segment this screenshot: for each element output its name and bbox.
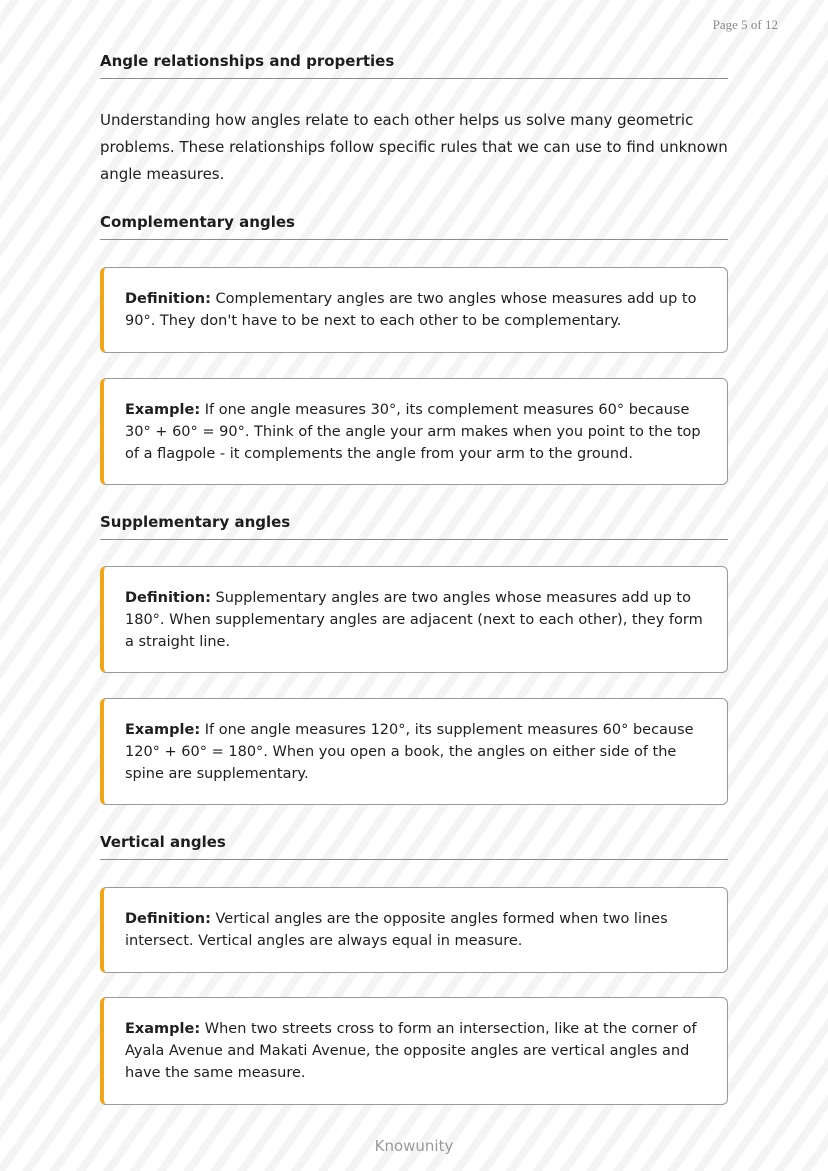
definition-card-vertical xyxy=(100,887,728,973)
definition-body: Supplementary angles are two angles whose measures add up to 180°. When supplementary angles are adjacent (next to each other), they form a straight line. xyxy=(125,589,703,650)
example-body: When two streets cross to form an intersection, like at the corner of Ayala Avenue and Makati Avenue, the opposite angles are vertical angles and have the same measure. xyxy=(125,1021,697,1081)
page-title: Angle relationships and properties xyxy=(100,52,728,79)
definition-card-complementary xyxy=(100,267,728,353)
example-text xyxy=(125,399,705,465)
example-text xyxy=(125,1018,705,1084)
section-heading-complementary: Complementary angles xyxy=(100,213,728,240)
definition-text xyxy=(125,288,705,332)
definition-text xyxy=(125,908,705,952)
example-card-complementary xyxy=(100,378,728,485)
example-body: If one angle measures 30°, its complement measures 60° because 30° + 60° = 90°. Think of the angle your arm makes when you point to the top of a flagpole - it complements the angle from your arm to the ground. xyxy=(125,401,701,462)
definition-body: Complementary angles are two angles whose measures add up to 90°. They don't have to be next to each other to be complementary. xyxy=(125,291,697,329)
definition-label: Definition: xyxy=(125,911,211,927)
definition-card-supplementary xyxy=(100,566,728,673)
example-label: Example: xyxy=(125,721,201,738)
definition-label: Definition: xyxy=(125,291,211,307)
example-label: Example: xyxy=(125,1021,201,1037)
example-label: Example: xyxy=(125,401,201,418)
example-card-vertical xyxy=(100,997,728,1105)
example-card-supplementary xyxy=(100,698,728,805)
definition-text xyxy=(125,587,705,653)
definition-body: Vertical angles are the opposite angles formed when two lines intersect. Vertical angles are always equal in measure. xyxy=(125,911,668,949)
footer-brand: Knowunity xyxy=(374,1137,454,1155)
section-heading-vertical: Vertical angles xyxy=(100,833,728,860)
section-heading-supplementary: Supplementary angles xyxy=(100,513,728,540)
example-text xyxy=(125,719,705,785)
definition-label: Definition: xyxy=(125,589,211,606)
page-number: Page 5 of 12 xyxy=(712,17,778,32)
intro-paragraph: Understanding how angles relate to each other helps us solve many geometric problems. These relationships follow specific rules that we can use to find unknown angle measures. xyxy=(100,111,728,183)
example-body: If one angle measures 120°, its supplement measures 60° because 120° + 60° = 180°. When you open a book, the angles on either side of the spine are supplementary. xyxy=(125,721,694,782)
